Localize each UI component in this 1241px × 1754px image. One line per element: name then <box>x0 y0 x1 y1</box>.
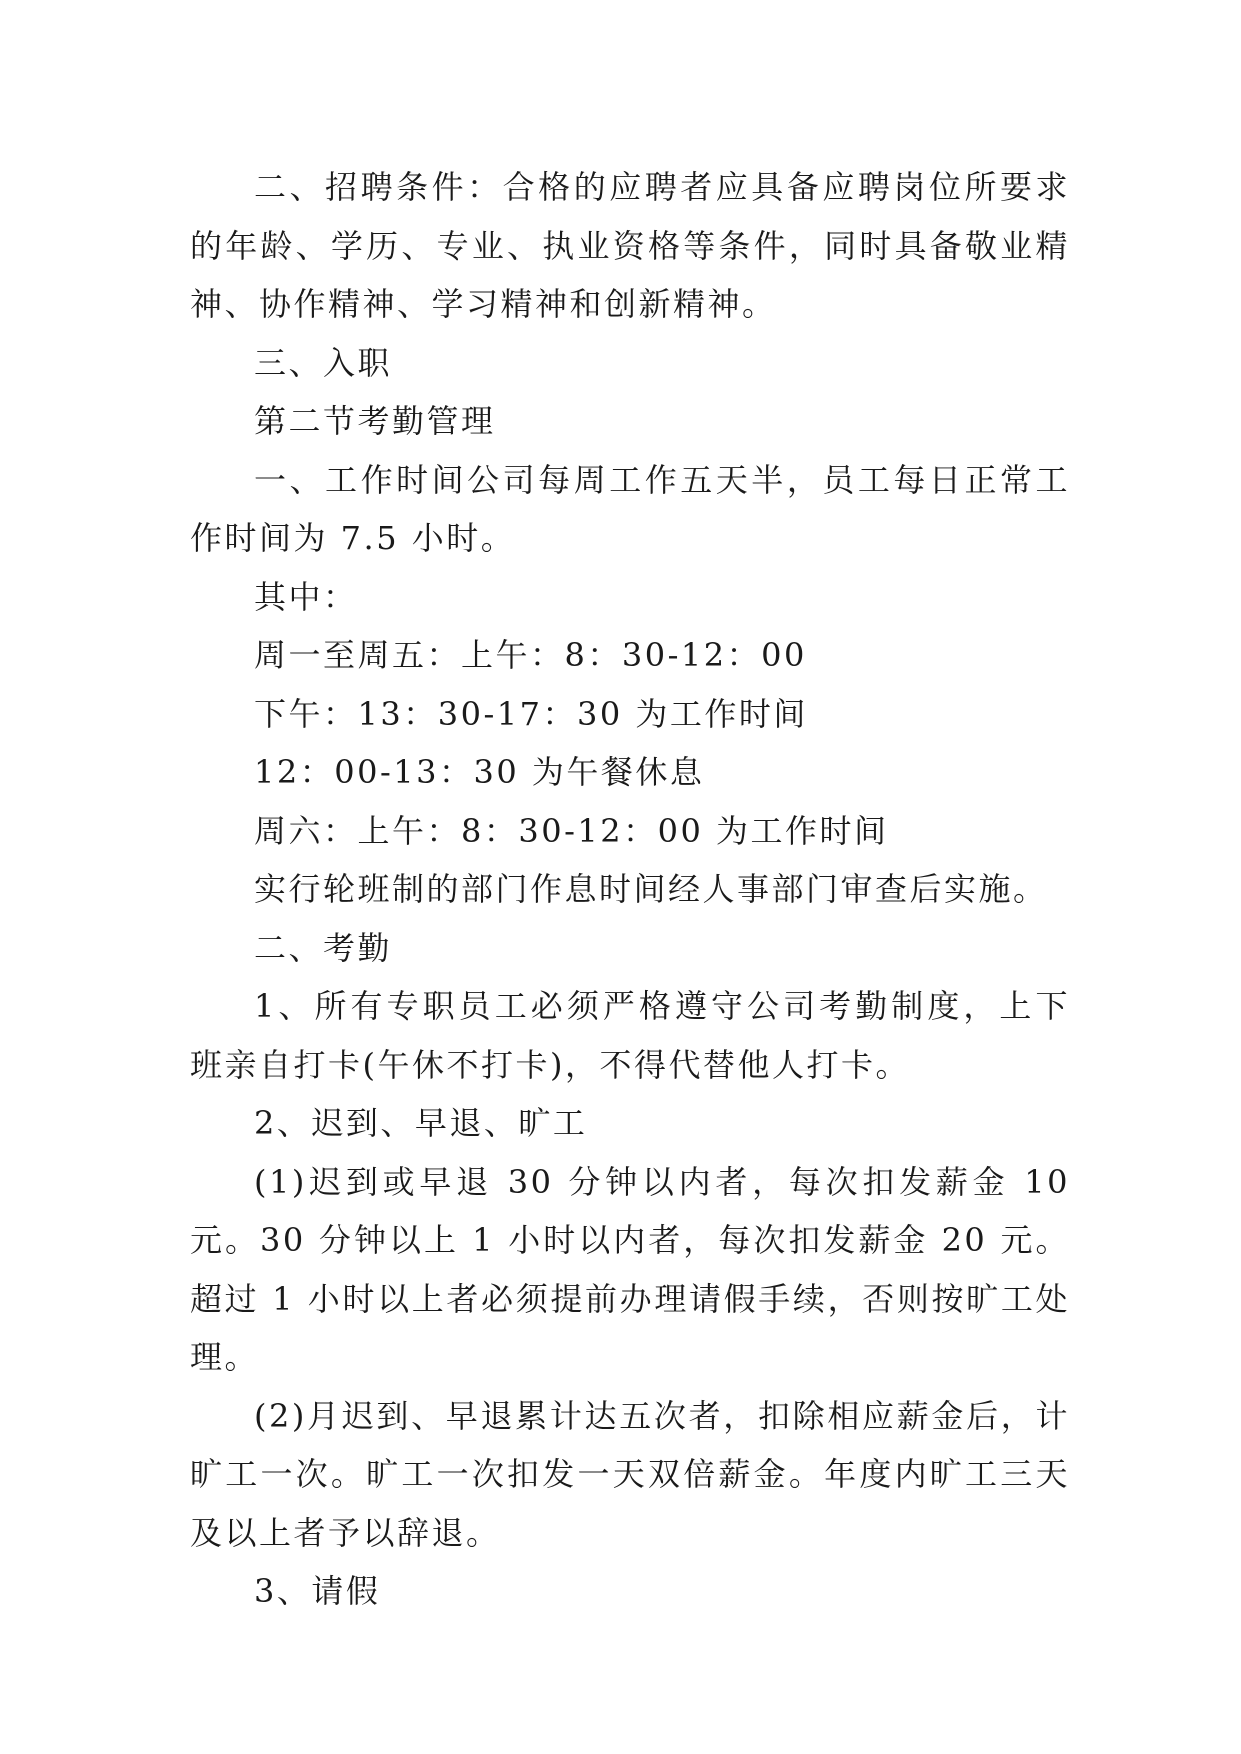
paragraph-clock-in-rule: 1、所有专职员工必须严格遵守公司考勤制度，上下班亲自打卡(午休不打卡)，不得代替他人打卡。 <box>190 987 1070 1084</box>
paragraph-attendance-heading: 二、考勤 <box>254 928 393 967</box>
paragraph-shift-system: 实行轮班制的部门作息时间经人事部门审查后实施。 <box>254 870 1048 908</box>
section-heading-attendance: 第二节考勤管理 <box>254 402 496 440</box>
paragraph-saturday: 周六：上午：8：30-12：00 为工作时间 <box>254 811 889 850</box>
paragraph-late-penalty: (1)迟到或早退 30 分钟以内者，每次扣发薪金 10 元。30 分钟以上 1 小时以内者，每次扣发薪金 20 元。超过 1 小时以上者必须提前办理请假手续，否则按旷工处理。 <box>190 1162 1070 1376</box>
paragraph-working-hours: 一、工作时间公司每周工作五天半，员工每日正常工作时间为 7.5 小时。 <box>190 460 1070 557</box>
paragraph-weekday-morning: 周一至周五：上午：8：30-12：00 <box>254 636 807 674</box>
paragraph-monthly-accumulation: (2)月迟到、早退累计达五次者，扣除相应薪金后，计旷工一次。旷工一次扣发一天双倍薪金。年度内旷工三天及以上者予以辞退。 <box>190 1396 1070 1552</box>
paragraph-lunch-break: 12：00-13：30 为午餐休息 <box>254 753 705 791</box>
paragraph-late-early-absent-heading: 2、迟到、早退、旷工 <box>254 1104 588 1142</box>
paragraph-recruitment-conditions: 二、招聘条件：合格的应聘者应具备应聘岗位所要求的年龄、学历、专业、执业资格等条件，同时具备敬业精神、协作精神、学习精神和创新精神。 <box>190 168 1070 323</box>
paragraph-weekday-afternoon: 下午：13：30-17：30 为工作时间 <box>254 694 808 733</box>
paragraph-onboarding-heading: 三、入职 <box>254 343 393 382</box>
paragraph-among-them: 其中： <box>254 577 358 616</box>
document-body <box>190 158 1070 1621</box>
paragraph-leave-heading: 3、请假 <box>254 1572 381 1610</box>
